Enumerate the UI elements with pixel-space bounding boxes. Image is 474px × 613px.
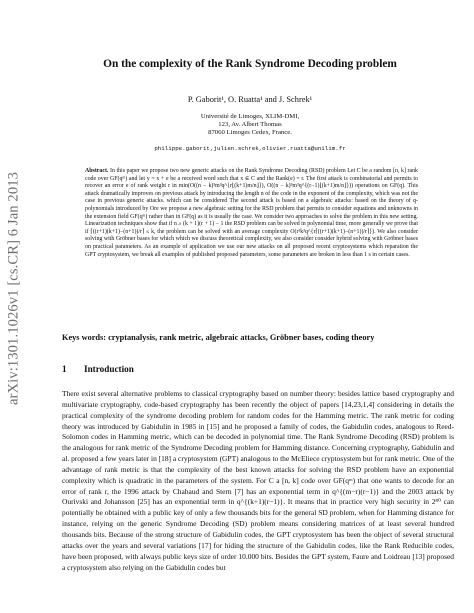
affiliation-line: 87060 Limoges Cedex, France. xyxy=(208,129,292,136)
author-list: P. Gaborit¹, O. Ruatta¹ and J. Schrek¹ xyxy=(187,95,313,104)
section-number: 1 xyxy=(62,364,67,374)
abstract xyxy=(85,168,418,259)
affiliation-line: Université de Limoges, XLIM-DMI, xyxy=(200,113,300,120)
paper-title: On the complexity of the Rank Syndrome Decoding problem xyxy=(103,58,397,70)
abstract-label: Abstract. xyxy=(85,168,109,174)
section-heading xyxy=(62,364,134,374)
author-emails: philippe.gaborit,julien.schrek,olivier.ruatta@unilim.fr xyxy=(154,145,346,152)
introduction-paragraph: There exist several alternative problems to classical cryptography based on number theory: besides lattice based cryptography and multivariate cryptography, code-based cryptography has been recently the object of papers [14,23,1,4] considering in details the practical complexity of the syndrome decoding problem for random codes for the Hamming metric. The rank metric for coding theory was introduced by Gabidulin in 1985 in [15] and he proposed a family of codes, the Gabidulin codes, analogous to Reed-Solomon codes in Hamming metric, which can be decoded in polynomial time. The Rank Syndrome Decoding (RSD) problem is the analogous for rank metric of the Syndrome Decoding problem for Hamming distance. Concerning cryptography, Gabidulin and al. proposed a few years later in [18] a cryptosystem (GPT) analogous to the McEliece cryptosystem but for rank metric. One of the advantage of rank metric is that the complexity of the best known attacks for solving the RSD problem have an exponential complexity which is quadratic in the parameters of the system. For C a [n, k] code over GF(qᵐ) that one wants to decode for an error of rank r, the 1996 attack by Chabaud and Stern [7] has an exponential term in q^{(m−r)(r−1)} and the 2003 attack by Ourivski and Johansson [25] has an exponential term in q^{(k+1)(r−1)}. It means that in practice very high security in 2⁸⁰ can potentially be obtained with a public key of only a few thousands bits for the general SD problem, when for Hamming distance for instance, relying on the generic Syndrome Decoding (SD) problem means considering matrices of at least several hundred thousands bits. Because of the strong structure of Gabidulin codes, the GPT cryptosystem has been the object of several structural attacks over the years and several variations [17] for hiding the structure of the Gabidulin codes, like the Rank Reducible codes, have been proposed, with always public keys size of order 10.000 bits. Besides the GPT system, Faure and Loidreau [13] proposed a cryptosystem also relying on the Gabidulin codes but xyxy=(62,389,454,572)
affiliation-line: 123, Av. Albert Thomas xyxy=(218,121,282,128)
keywords: Keys words: cryptanalysis, rank metric, algebraic attacks, Gröbner bases, coding theory xyxy=(62,333,375,342)
section-title: Introduction xyxy=(84,364,134,374)
abstract-text: In this paper we propose two new generic attacks on the Rank Syndrome Decoding (RSD) problem Let C be a random [n, k] rank code over GF(qᵐ) and let y = x + e be a received word such that x ∈ C and the Rank(e) = r. The first attack is combinatorial and permits to recover an error e of rank weight r in min(O((n − k)³m³q^{r⌊(k+1)m/n⌋}), O((n − k)³m³q^{(r−1)⌊(k+1)m/n⌋})) operations on GF(q). This attack dramatically improves on previous attack by introducing the length n of the code in the exponent of the complexity, which was not the case in previous generic attacks. which can be considered The second attack is based on a algebraic attacks: based on the theory of q-polynomials introduced by Ore we propose a new algebraic setting for the RSD problem that permits to consider equations and unknowns in the extension field GF(qᵐ) rather than in GF(q) as it is usually the case. We consider two approaches to solve the problem in this new setting. Linearization techniques show that if n ≥ (k + 1)(r + 1) − 1 the RSD problem can be solved in polynomial time, more generally we prove that if ⌈((r+1)(k+1)−(n+1))/r⌉ ≤ k, the problem can be solved with an average complexity O(r³k³q^{r⌈((r+1)(k+1)−(n+1))/r⌉}). We also consider solving with Gröbner bases for which which we discuss theoretical complexity, we also consider consider hybrid solving with Gröbner bases on practical parameters. As an example of application we use our new attacks on all proposed recent cryptosystems which reparation the GPT cryptosystem, we break all examples of published proposed parameters, some parameters are broken in less than 1 s in certain cases. xyxy=(85,168,418,258)
arxiv-identifier-stamp: arXiv:1301.1026v1 [cs.CR] 6 Jan 2013 xyxy=(5,171,22,406)
